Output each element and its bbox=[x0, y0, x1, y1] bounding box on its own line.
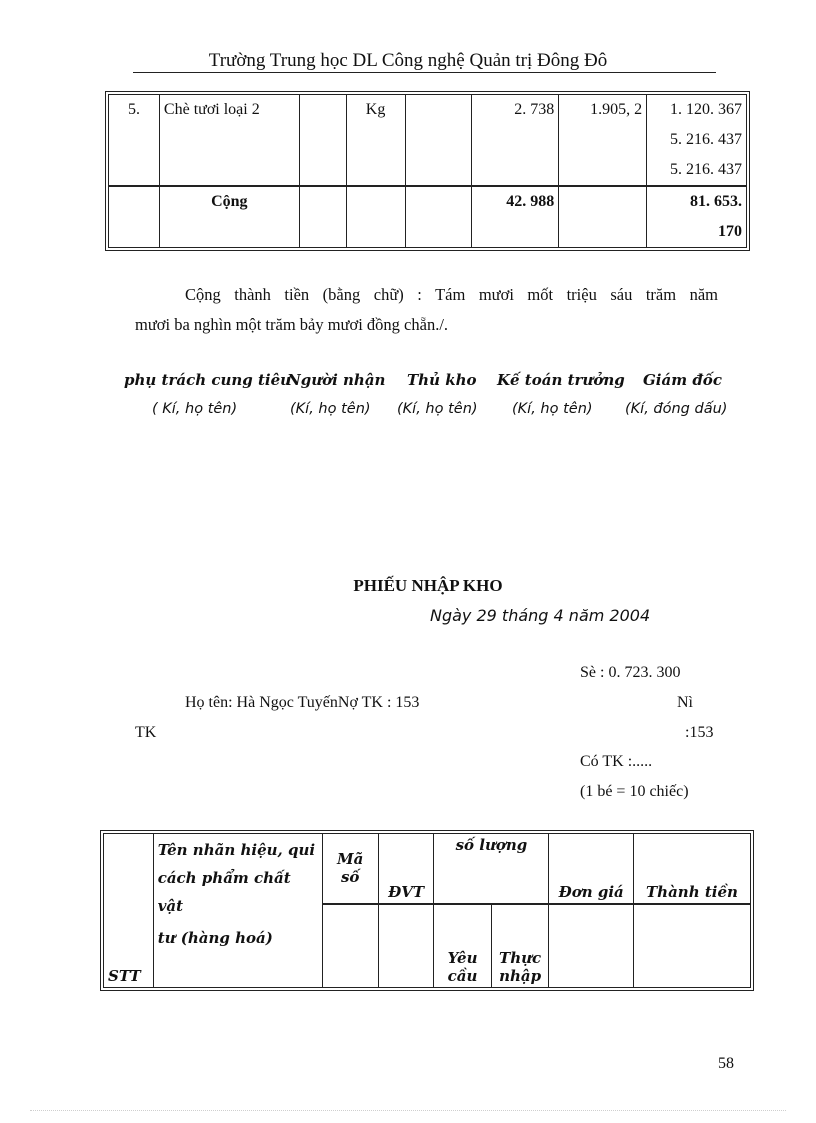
sum-in-words-line2: mươi ba nghìn một trăm bảy mươi đồng chẵn./. bbox=[135, 315, 449, 334]
total-amount-line: 81. 653. bbox=[690, 193, 742, 210]
total-label: Cộng bbox=[159, 186, 299, 248]
header-stt: STT bbox=[104, 834, 154, 988]
debit-account: :153 bbox=[685, 724, 714, 741]
debit-label: Nì bbox=[677, 694, 693, 711]
signature-role: Kế toán trưởng bbox=[497, 371, 625, 389]
cell-empty bbox=[346, 186, 405, 248]
receiver-name: Họ tên: Hà Ngọc TuyếnNợ TK : 153 bbox=[185, 694, 420, 711]
receipt-number: Sè : 0. 723. 300 bbox=[580, 664, 681, 681]
cell-empty bbox=[378, 904, 434, 988]
amount-line: 1. 120. 367 bbox=[670, 101, 742, 118]
cell-unit: Kg bbox=[346, 95, 405, 187]
cell-empty bbox=[405, 186, 472, 248]
header-unit: ĐVT bbox=[378, 834, 434, 904]
table-header-row bbox=[104, 834, 751, 904]
cell-empty bbox=[299, 186, 346, 248]
header-amount: Thành tiền bbox=[633, 834, 750, 904]
signature-role: Giám đốc bbox=[643, 371, 722, 389]
header-actual: Thực nhập bbox=[491, 904, 549, 988]
cell-empty bbox=[549, 904, 633, 988]
page-number: 58 bbox=[718, 1055, 734, 1072]
signature-role: Thủ kho bbox=[407, 371, 477, 389]
sum-in-words-line1: Cộng thành tiền (bằng chữ) : Tám mươi mốt triệu sáu trăm năm bbox=[185, 285, 718, 304]
cell-empty bbox=[322, 904, 378, 988]
page-bottom-divider bbox=[30, 1110, 786, 1111]
receipt-table bbox=[103, 833, 751, 988]
page-header bbox=[0, 50, 816, 72]
cell-amount bbox=[647, 95, 747, 187]
total-amount bbox=[647, 186, 747, 248]
header-divider bbox=[133, 72, 716, 73]
signature-note: (Kí, họ tên) bbox=[512, 401, 593, 417]
cell-empty bbox=[299, 95, 346, 187]
header-name-line: cách phẩm chất vật bbox=[157, 869, 291, 915]
tk-label: TK bbox=[135, 724, 157, 741]
credit-account: Có TK :..... bbox=[580, 753, 653, 770]
cell-empty bbox=[559, 186, 647, 248]
cell-empty bbox=[109, 186, 160, 248]
signature-note: ( Kí, họ tên) bbox=[152, 401, 238, 417]
signature-note: (Kí, đóng dấu) bbox=[625, 401, 728, 417]
table-row bbox=[109, 95, 747, 187]
header-name-line: Tên nhãn hiệu, qui bbox=[157, 841, 316, 859]
receipt-date: Ngày 29 tháng 4 năm 2004 bbox=[430, 606, 651, 625]
goods-table-continued bbox=[108, 94, 747, 248]
header-code: Mã số bbox=[322, 834, 378, 904]
header-name-line: tư (hàng hoá) bbox=[157, 929, 273, 947]
total-quantity: 42. 988 bbox=[472, 186, 559, 248]
cell-stt: 5. bbox=[109, 95, 160, 187]
school-name: Trường Trung học DL Công nghệ Quản trị Đông Đô bbox=[208, 50, 608, 71]
cell-name: Chè tươi loại 2 bbox=[159, 95, 299, 187]
signature-note: (Kí, họ tên) bbox=[290, 401, 371, 417]
total-amount-line: 170 bbox=[718, 223, 742, 240]
cell-empty bbox=[633, 904, 750, 988]
header-price: Đơn giá bbox=[549, 834, 633, 904]
cell-quantity: 2. 738 bbox=[472, 95, 559, 187]
signature-note: (Kí, họ tên) bbox=[397, 401, 478, 417]
unit-note: (1 bé = 10 chiếc) bbox=[580, 783, 689, 800]
amount-line: 5. 216. 437 bbox=[670, 131, 742, 148]
receipt-title: PHIẾU NHẬP KHO bbox=[353, 576, 503, 595]
signature-role: phụ trách cung tiêu bbox=[124, 371, 292, 389]
header-requested: Yêu cầu bbox=[434, 904, 491, 988]
total-row bbox=[109, 186, 747, 248]
signature-role: Người nhận bbox=[287, 371, 386, 389]
header-quantity: số lượng bbox=[434, 834, 549, 904]
cell-price: 1.905, 2 bbox=[559, 95, 647, 187]
amount-line: 5. 216. 437 bbox=[670, 161, 742, 178]
header-name bbox=[153, 834, 322, 988]
cell-empty bbox=[405, 95, 472, 187]
